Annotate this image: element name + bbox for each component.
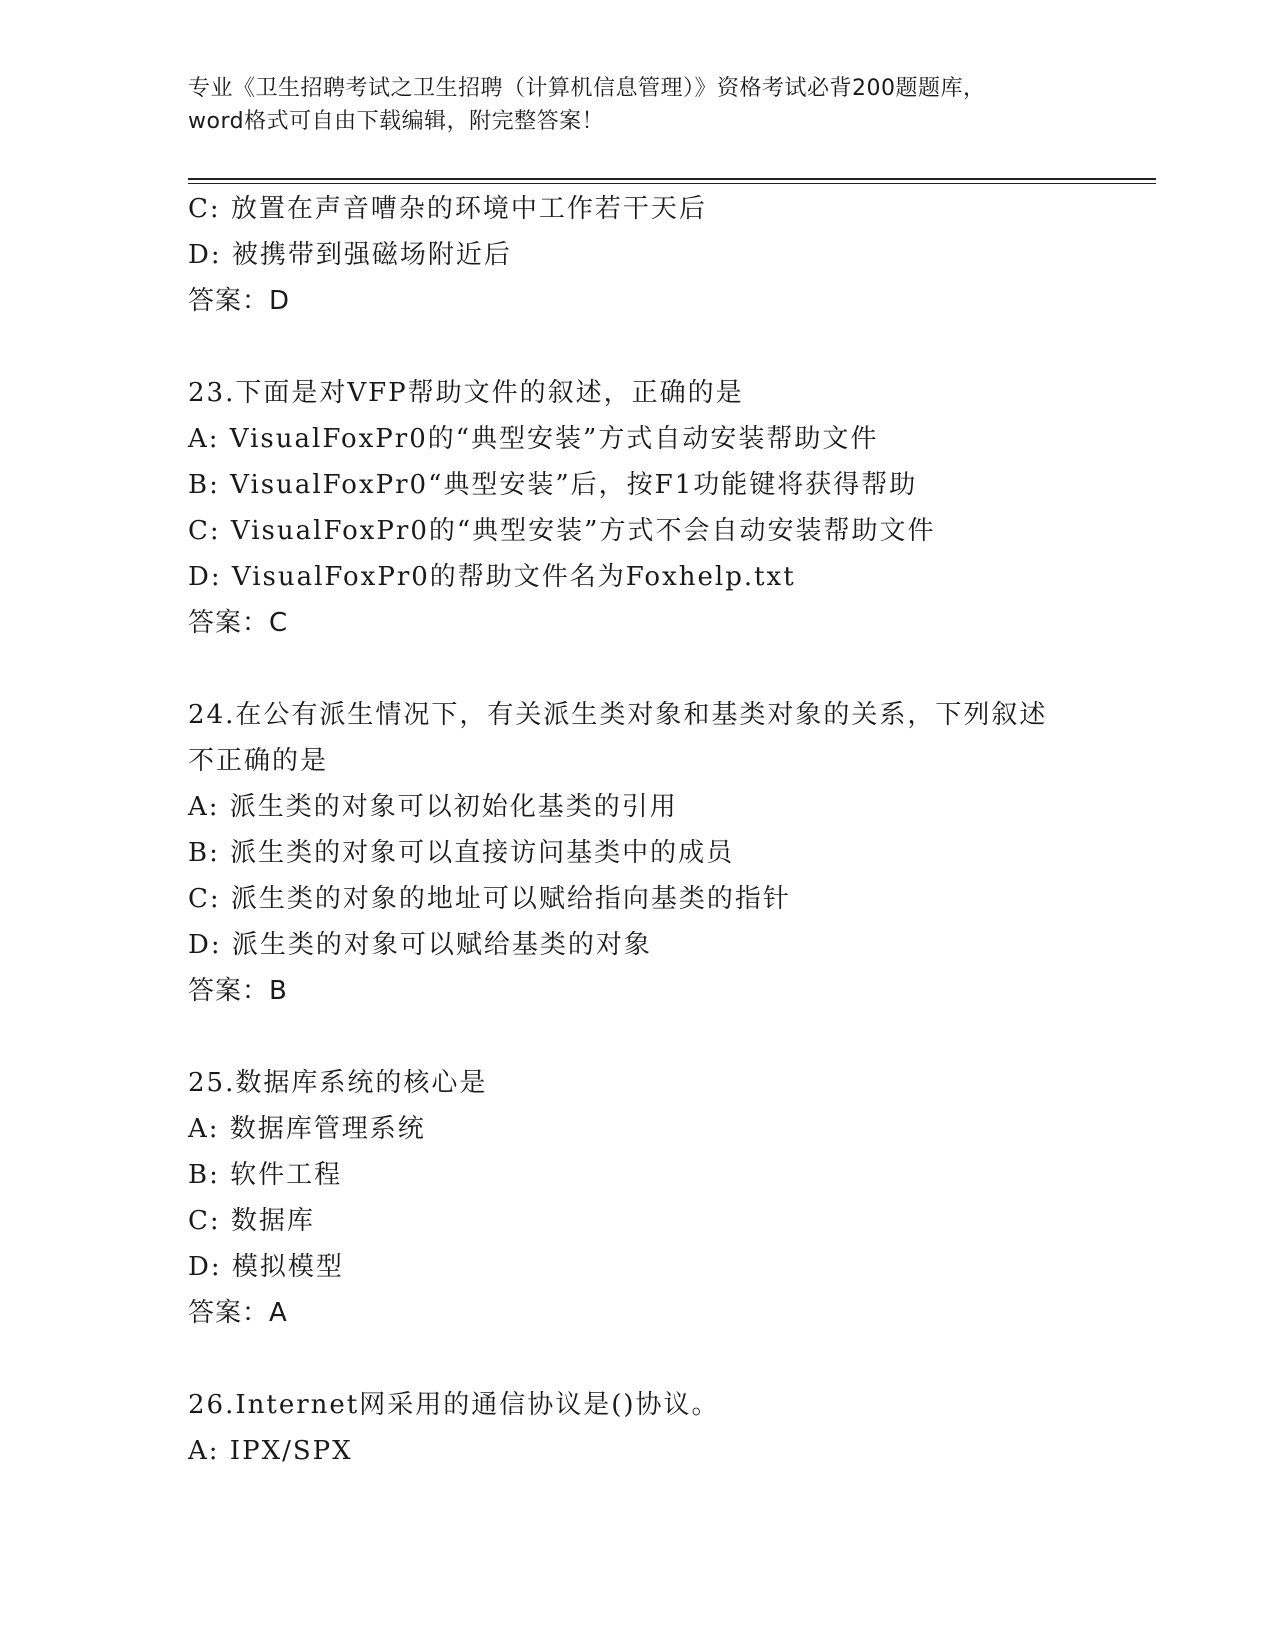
question-25 [188,1060,1088,1336]
question-title: 26.Internet网采用的通信协议是()协议。 [188,1390,720,1420]
option-a: A: IPX/SPX [188,1436,353,1466]
option-c: C: VisualFoxPr0的“典型安装”方式不会自动安装帮助文件 [188,516,936,546]
option-c: C: 放置在声音嘈杂的环境中工作若干天后 [188,194,707,224]
spacer [188,1336,1088,1382]
option-c: C: 数据库 [188,1206,315,1236]
spacer [188,1014,1088,1060]
question-26 [188,1382,1088,1474]
option-c: C: 派生类的对象的地址可以赋给指向基类的指针 [188,884,791,914]
answer-label: 答案：C [188,608,289,638]
document-header [188,72,1088,138]
option-d: D: VisualFoxPr0的帮助文件名为Foxhelp.txt [188,562,796,592]
option-d: D: 派生类的对象可以赋给基类的对象 [188,930,652,960]
header-line-2: word格式可自由下载编辑，附完整答案！ [188,109,605,134]
option-d: D: 模拟模型 [188,1252,344,1282]
spacer [188,324,1088,370]
option-a: A: 派生类的对象可以初始化基类的引用 [188,792,678,822]
option-b: B: 软件工程 [188,1160,343,1190]
option-a: A: VisualFoxPr0的“典型安装”方式自动安装帮助文件 [188,424,879,454]
header-divider-thick [188,178,1156,180]
answer-label: 答案：B [188,976,288,1006]
question-title: 23.下面是对VFP帮助文件的叙述，正确的是 [188,378,744,408]
header-divider-thin [188,183,1156,184]
question-list [188,186,1088,1474]
option-b: B: 派生类的对象可以直接访问基类中的成员 [188,838,735,868]
question-title-line-2: 不正确的是 [188,746,329,776]
question-title: 25.数据库系统的核心是 [188,1068,488,1098]
answer-label: 答案：A [188,1298,288,1328]
spacer [188,646,1088,692]
answer-label: 答案：D [188,286,291,316]
option-d: D: 被携带到强磁场附近后 [188,240,512,270]
question-title-line-1: 24.在公有派生情况下，有关派生类对象和基类对象的关系，下列叙述 [188,700,1048,730]
question-23 [188,370,1088,646]
header-line-1: 专业《卫生招聘考试之卫生招聘（计算机信息管理）》资格考试必背200题题库， [188,76,986,101]
question-22 [188,186,1088,324]
question-24 [188,692,1088,1014]
option-b: B: VisualFoxPr0“典型安装”后，按F1功能键将获得帮助 [188,470,918,500]
option-a: A: 数据库管理系统 [188,1114,426,1144]
